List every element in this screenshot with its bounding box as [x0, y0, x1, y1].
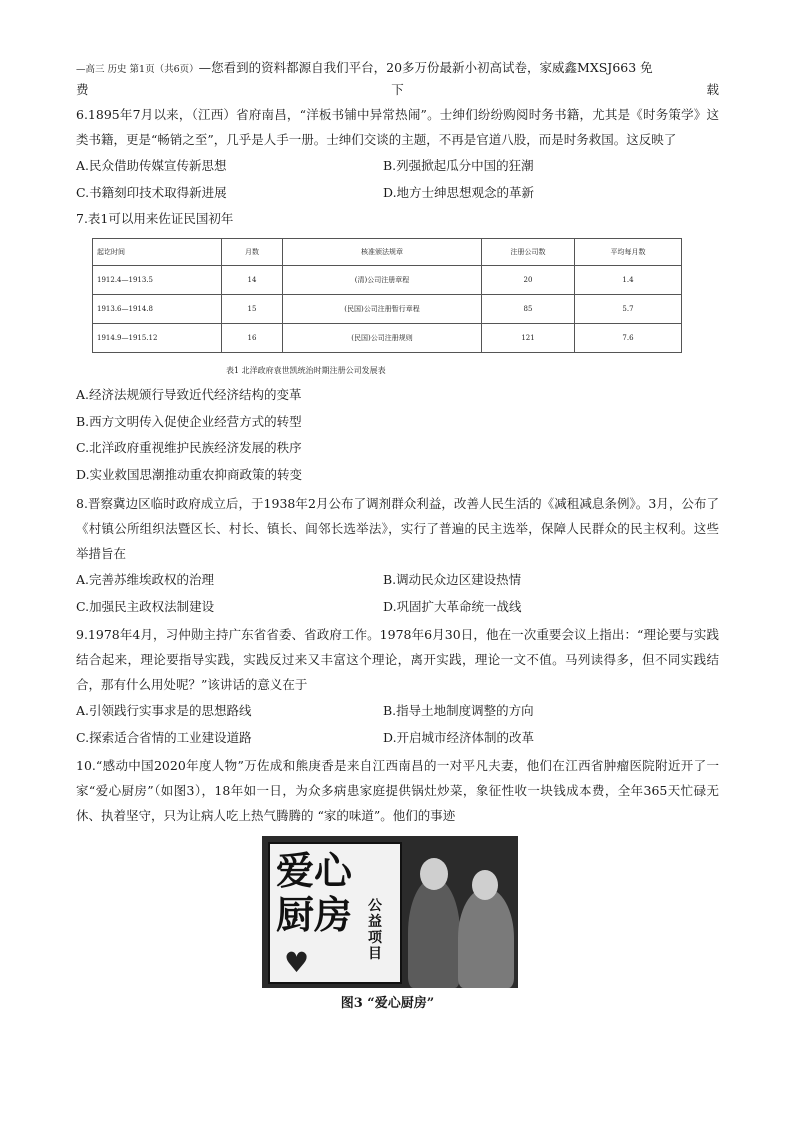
table-row [93, 324, 682, 353]
question-7-stem: 7.表1可以用来佐证民国初年 [76, 211, 234, 226]
table-cell: 20 [482, 266, 575, 295]
table-1 [92, 238, 682, 353]
figure-3-photo [262, 836, 518, 988]
sign-vertical-text: 公益项目 [368, 898, 382, 962]
face-right [472, 870, 498, 900]
exam-page [76, 58, 719, 1011]
option-6a[interactable]: A.民众借助传媒宣传新思想 [76, 158, 227, 173]
option-7a[interactable]: A.经济法规颁行导致近代经济结构的变革 [76, 387, 302, 402]
table-cell: 1912.4—1913.5 [93, 266, 222, 295]
table-cell: 1914.9—1915.12 [93, 324, 222, 353]
option-6b[interactable]: B.列强掀起瓜分中国的狂潮 [383, 158, 534, 173]
table-cell: 14 [222, 266, 283, 295]
question-10-stem: 10.“感动中国2020年度人物”万佐成和熊庚香是来自江西南昌的一对平凡夫妻，他们在江西省肿瘤医院附近开了一家“爱心厨房”（如图3），18年如一日，为众多病患家庭提供锅灶炒菜，象征性收一块钱成本费，全年365天忙碌无休、执着坚守，只为让病人吃上热气腾腾的 “家的味道”。他们的事迹 [76, 758, 719, 823]
header-page-info: —高三 历史 第1页（共6页） [76, 64, 199, 75]
option-9c[interactable]: C.探索适合省情的工业建设道路 [76, 730, 252, 745]
table-header-cell: 平均每月数 [575, 239, 682, 266]
table-row [93, 266, 682, 295]
option-6c[interactable]: C.书籍刻印技术取得新进展 [76, 185, 227, 200]
option-8c[interactable]: C.加强民主政权法制建设 [76, 599, 215, 614]
person-left [408, 878, 460, 988]
table-row [93, 295, 682, 324]
question-8-options [76, 566, 719, 620]
sign-text-line1: 爱心 [276, 848, 353, 893]
question-9-stem: 9.1978年4月，习仲勋主持广东省省委、省政府工作。1978年6月30日，他在一次重要会议上指出：“理论要与实践结合起来，理论要指导实践，实践反过来又丰富这个理论，离开实践，理论一文不值。马列读得多，但不同实践结合，那有什么用处呢？”该讲话的意义在于 [76, 627, 719, 692]
table-cell: 121 [482, 324, 575, 353]
love-kitchen-sign [268, 842, 402, 984]
table-cell: 7.6 [575, 324, 682, 353]
table-cell: 1913.6—1914.8 [93, 295, 222, 324]
option-8d[interactable]: D.巩固扩大革命统一战线 [383, 599, 522, 614]
table-cell: 16 [222, 324, 283, 353]
page-header [76, 58, 719, 80]
question-8-stem: 8.晋察冀边区临时政府成立后，于1938年2月公布了调剂群众利益，改善人民生活的《减租减息条例》。3月，公布了《村镇公所组织法暨区长、村长、镇长、闾邻长选举法》，实行了普遍的民主选举，保障人民群众的民主权利。这些举措旨在 [76, 496, 719, 561]
table-header-cell: 月数 [222, 239, 283, 266]
question-6-stem: 6.1895年7月以来，（江西）省府南昌，“洋板书铺中异常热闹”。士绅们纷纷购阅时务书籍，尤其是《时务策学》这类书籍，更是“畅销之至”，几乎是人手一册。士绅们交谈的主题，不再是官道八股，而是时务救国。这反映了 [76, 107, 719, 147]
table-cell: (清)公司注册章程 [283, 266, 482, 295]
question-6-options [76, 152, 719, 206]
table-cell: (民国)公司注册规则 [283, 324, 482, 353]
header-notice-continued [76, 80, 719, 100]
header-word-1: 费 [76, 82, 89, 97]
table-caption: 表1 北洋政府袁世凯统治时期注册公司发展表 [226, 366, 386, 375]
header-notice: —您看到的资料都源自我们平台，20多万份最新小初高试卷，家威鑫MXSJ663 免 [198, 60, 653, 75]
heart-icon: ♥ [284, 946, 310, 979]
table-cell: 5.7 [575, 295, 682, 324]
person-right [458, 888, 514, 988]
table-cell: 15 [222, 295, 283, 324]
option-8b[interactable]: B.调动民众边区建设热情 [383, 572, 522, 587]
table-header-cell: 核准颁法规章 [283, 239, 482, 266]
question-9-options [76, 697, 719, 751]
option-9d[interactable]: D.开启城市经济体制的改革 [383, 730, 535, 745]
table-header-cell: 注册公司数 [482, 239, 575, 266]
option-8a[interactable]: A.完善苏维埃政权的治理 [76, 572, 215, 587]
option-7c[interactable]: C.北洋政府重视维护民族经济发展的秩序 [76, 440, 302, 455]
question-7-options [76, 382, 719, 488]
table-cell: 85 [482, 295, 575, 324]
table-cell: 1.4 [575, 266, 682, 295]
face-left [420, 858, 448, 890]
figure-3-caption: 图3 “爱心厨房” [340, 996, 435, 1011]
option-9a[interactable]: A.引领践行实事求是的思想路线 [76, 703, 252, 718]
table-cell: (民国)公司注册暂行章程 [283, 295, 482, 324]
option-6d[interactable]: D.地方士绅思想观念的革新 [383, 185, 535, 200]
table-header-cell: 起讫时间 [93, 239, 222, 266]
sign-text-line2: 厨房 [276, 892, 353, 937]
table-header-row [93, 239, 682, 266]
option-9b[interactable]: B.指导土地制度调整的方向 [383, 703, 534, 718]
header-word-2: 下 [391, 82, 404, 97]
header-word-3: 载 [706, 82, 719, 97]
option-7b[interactable]: B.西方文明传入促使企业经营方式的转型 [76, 413, 302, 429]
option-7d[interactable]: D.实业救国思潮推动重农抑商政策的转变 [76, 466, 303, 482]
